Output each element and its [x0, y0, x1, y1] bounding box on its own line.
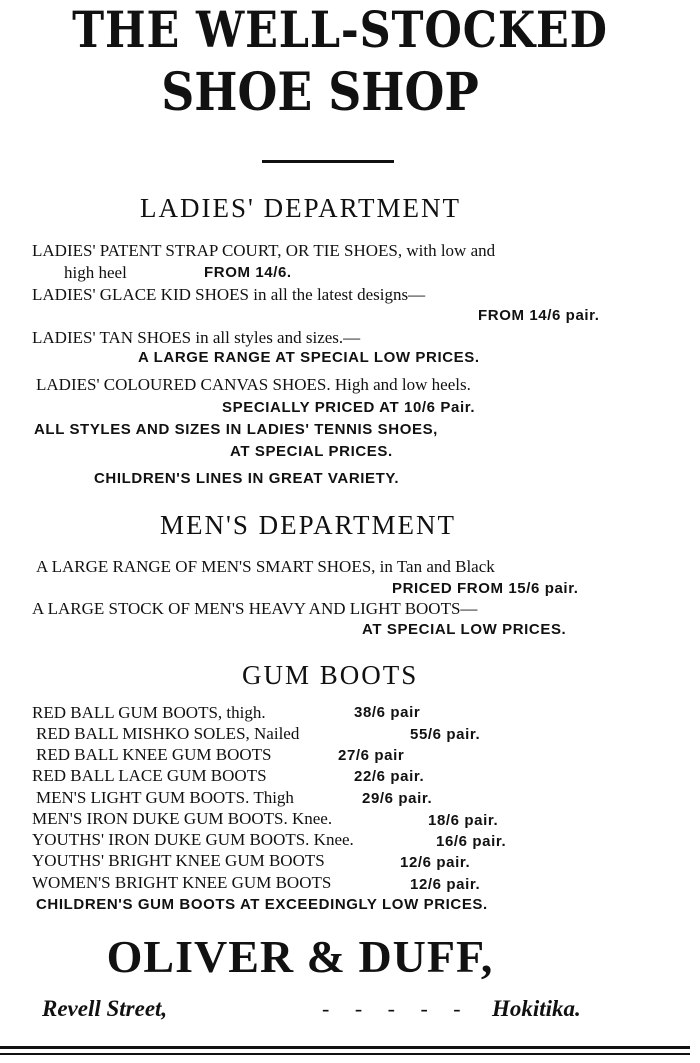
ladies-line-2: LADIES' GLACE KID SHOES in all the latest designs— [32, 285, 426, 304]
ladies-line-3: LADIES' TAN SHOES in all styles and sizes.— [32, 328, 361, 347]
list-item-price: 55/6 pair. [410, 726, 481, 743]
gum-closing-line: CHILDREN'S GUM BOOTS AT EXCEEDINGLY LOW PRICES. [36, 896, 488, 913]
list-item: YOUTHS' BRIGHT KNEE GUM BOOTS [32, 851, 325, 870]
ladies-line-3-price: A LARGE RANGE AT SPECIAL LOW PRICES. [138, 349, 480, 366]
ladies-line-1-heel: high heel [64, 263, 127, 282]
list-item-price: 29/6 pair. [362, 790, 433, 807]
list-item: RED BALL GUM BOOTS, thigh. [32, 703, 266, 722]
list-item-price: 12/6 pair. [410, 876, 481, 893]
list-item: YOUTHS' IRON DUKE GUM BOOTS. Knee. [32, 830, 354, 849]
mens-heading: MEN'S DEPARTMENT [160, 510, 457, 540]
title-line-1: THE WELL-STOCKED [72, 0, 608, 59]
list-item-price: 18/6 pair. [428, 812, 499, 829]
title-line-2: SHOE SHOP [161, 62, 479, 123]
list-item: RED BALL KNEE GUM BOOTS [36, 745, 272, 764]
ladies-line-6: CHILDREN'S LINES IN GREAT VARIETY. [94, 470, 400, 487]
list-item: RED BALL LACE GUM BOOTS [32, 766, 267, 785]
list-item: MEN'S LIGHT GUM BOOTS. Thigh [36, 788, 294, 807]
gum-heading: GUM BOOTS [242, 660, 419, 690]
list-item: RED BALL MISHKO SOLES, Nailed [36, 724, 300, 743]
address-town: Hokitika. [492, 996, 581, 1021]
list-item-price: 22/6 pair. [354, 768, 425, 785]
list-item-price: 27/6 pair [338, 747, 405, 764]
ladies-line-5: ALL STYLES AND SIZES IN LADIES' TENNIS SHOES, [34, 421, 438, 438]
list-item-price: 12/6 pair. [400, 854, 471, 871]
mens-line-1-price: PRICED FROM 15/6 pair. [392, 580, 579, 597]
ladies-line-2-price: FROM 14/6 pair. [478, 307, 600, 324]
ladies-line-1-price: FROM 14/6. [204, 264, 292, 281]
firm-name: OLIVER & DUFF, [106, 931, 494, 982]
address-leader-dots: - - - - - [322, 996, 471, 1021]
list-item-price: 16/6 pair. [436, 833, 507, 850]
ladies-heading: LADIES' DEPARTMENT [140, 193, 462, 223]
title-divider [262, 160, 394, 163]
mens-line-1: A LARGE RANGE OF MEN'S SMART SHOES, in Tan and Black [36, 557, 495, 576]
ladies-line-1: LADIES' PATENT STRAP COURT, OR TIE SHOES, with low and [32, 241, 496, 260]
bottom-rule-thin [0, 1053, 690, 1055]
list-item-price: 38/6 pair [354, 704, 421, 721]
ladies-line-4: LADIES' COLOURED CANVAS SHOES. High and low heels. [36, 375, 471, 394]
mens-line-2-price: AT SPECIAL LOW PRICES. [362, 621, 567, 638]
address-street: Revell Street, [42, 996, 168, 1021]
list-item: MEN'S IRON DUKE GUM BOOTS. Knee. [32, 809, 333, 828]
mens-line-2: A LARGE STOCK OF MEN'S HEAVY AND LIGHT BOOTS— [32, 599, 478, 618]
ladies-line-4-price: SPECIALLY PRICED AT 10/6 Pair. [222, 399, 476, 416]
list-item: WOMEN'S BRIGHT KNEE GUM BOOTS [32, 873, 332, 892]
ladies-line-5-price: AT SPECIAL PRICES. [230, 443, 393, 460]
bottom-rule [0, 1046, 690, 1049]
